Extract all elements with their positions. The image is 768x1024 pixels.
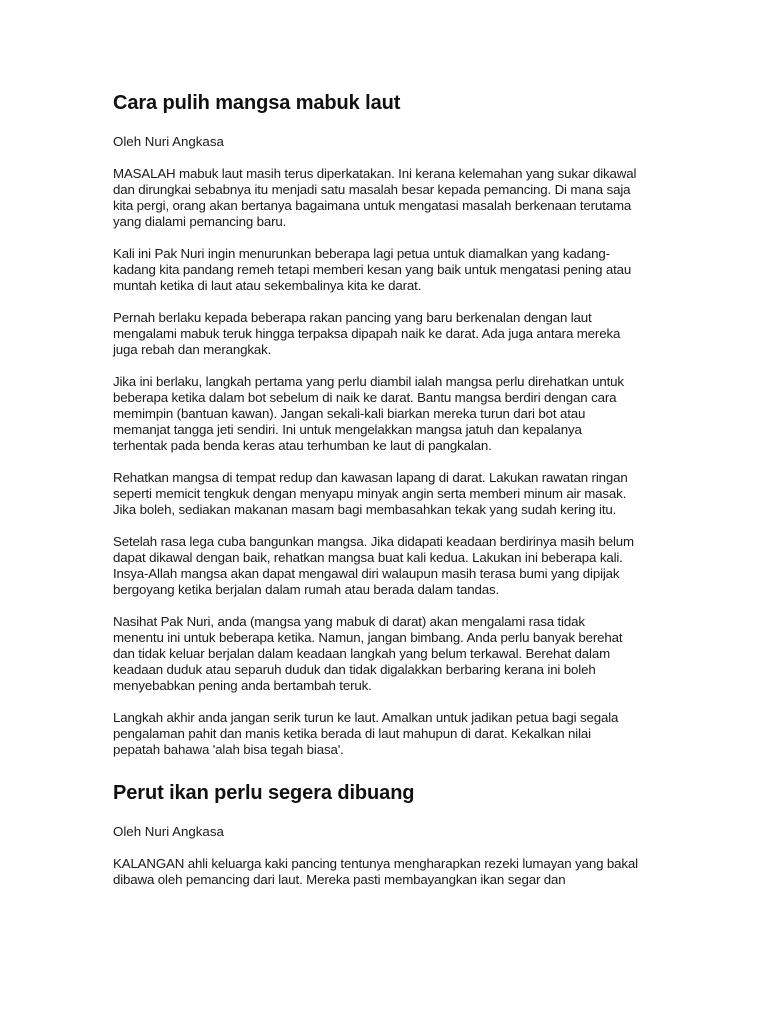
paragraph: Pernah berlaku kepada beberapa rakan pancing yang baru berkenalan dengan laut mengalami mabuk teruk hingga terpaksa dipapah naik ke darat. Ada juga antara mereka juga rebah dan merangkak.: [113, 310, 621, 357]
paragraph: Jika ini berlaku, langkah pertama yang perlu diambil ialah mangsa perlu direhatkan untuk beberapa ketika dalam bot sebelum di naik ke darat. Bantu mangsa berdiri dengan cara memimpin (bantuan kawan). Jangan sekali-kali biarkan mereka turun dari bot atau memanjat tangga jeti sendiri. Ini untuk mengelakkan mangsa jatuh dan kepalanya terhentak pada benda keras atau terhumban ke laut di pangkalan.: [113, 374, 624, 453]
paragraph: Langkah akhir anda jangan serik turun ke laut. Amalkan untuk jadikan petua bagi segala pengalaman pahit dan manis ketika berada di laut mahupun di darat. Kekalkan nilai pepatah bahawa 'alah bisa tegah biasa'.: [113, 710, 619, 757]
paragraph: Rehatkan mangsa di tempat redup dan kawasan lapang di darat. Lakukan rawatan ringan seperti memicit tengkuk dengan menyapu minyak angin serta memberi minum air masak. Jika boleh, sediakan makanan masam bagi membasahkan tekak yang sudah kering itu.: [113, 470, 628, 517]
article-title: Cara pulih mangsa mabuk laut: [113, 92, 401, 114]
paragraph: MASALAH mabuk laut masih terus diperkatakan. Ini kerana kelemahan yang sukar dikawal dan dirungkai sebabnya itu menjadi satu masalah besar kepada pemancing. Di mana saja kita pergi, orang akan bertanya bagaimana untuk mengatasi masalah berkenaan terutama yang dialami pemancing baru.: [113, 166, 637, 229]
article-byline: Oleh Nuri Angkasa: [113, 134, 224, 149]
paragraph: Nasihat Pak Nuri, anda (mangsa yang mabuk di darat) akan mengalami rasa tidak menentu ini untuk beberapa ketika. Namun, jangan bimbang. Anda perlu banyak berehat dan tidak keluar berjalan dalam keadaan langkah yang belum terkawal. Berehat dalam keadaan duduk atau separuh duduk dan tidak digalakkan berbaring kerana ini boleh menyebabkan pening anda bertambah teruk.: [113, 614, 623, 693]
article-1: [113, 88, 638, 758]
document-page: [113, 88, 638, 904]
article-title: Perut ikan perlu segera dibuang: [113, 782, 415, 804]
article-byline: Oleh Nuri Angkasa: [113, 824, 224, 839]
article-2: [113, 778, 638, 888]
paragraph: Setelah rasa lega cuba bangunkan mangsa. Jika didapati keadaan berdirinya masih belum dapat dikawal dengan baik, rehatkan mangsa buat kali kedua. Lakukan ini beberapa kali. Insya-Allah mangsa akan dapat mengawal diri walaupun masih terasa bumi yang dipijak bergoyang ketika berjalan dalam rumah atau berada dalam tandas.: [113, 534, 634, 597]
paragraph: Kali ini Pak Nuri ingin menurunkan beberapa lagi petua untuk diamalkan yang kadang-kadang kita pandang remeh tetapi memberi kesan yang baik untuk mengatasi pening atau muntah ketika di laut atau sekembalinya kita ke darat.: [113, 246, 632, 293]
paragraph: KALANGAN ahli keluarga kaki pancing tentunya mengharapkan rezeki lumayan yang bakal dibawa oleh pemancing dari laut. Mereka pasti membayangkan ikan segar dan: [113, 856, 638, 887]
